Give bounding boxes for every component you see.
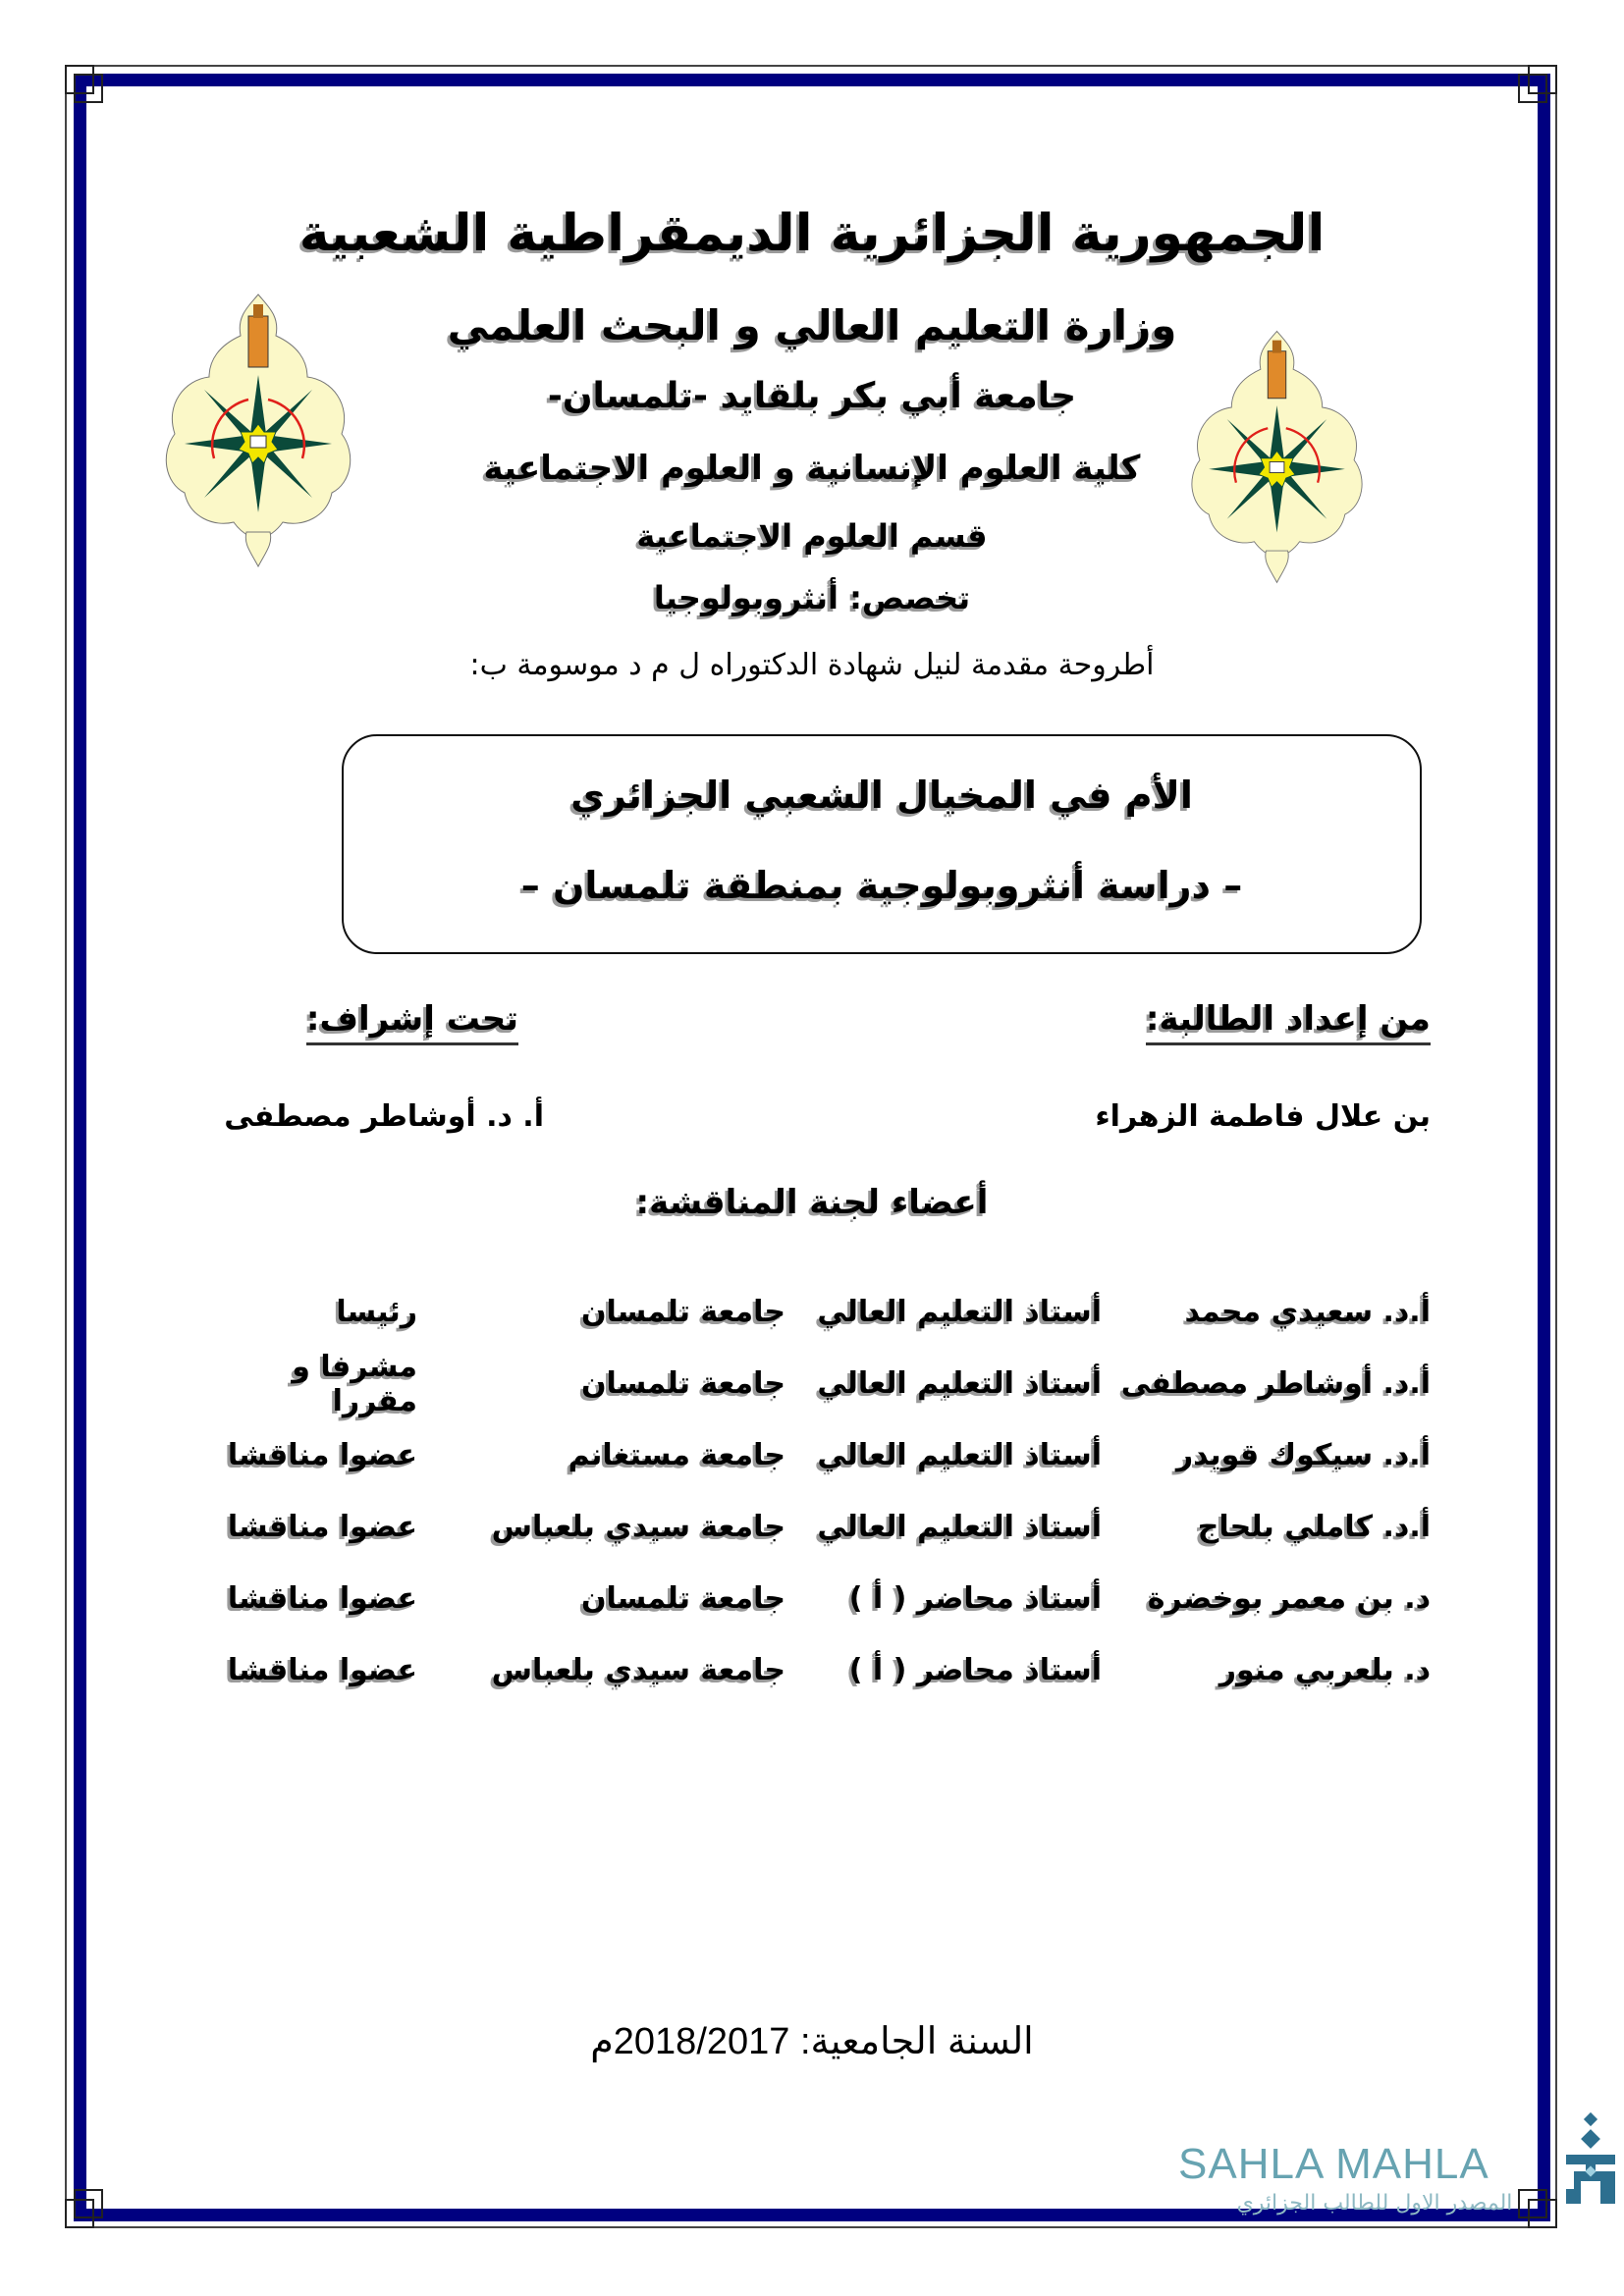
member-university: جامعة مستغانم (568, 1438, 785, 1472)
committee-row (223, 1348, 1431, 1419)
member-university: جامعة سيدي بلعباس (491, 1653, 785, 1687)
member-university: جامعة تلمسان (580, 1366, 785, 1401)
thesis-intro: أطروحة مقدمة لنيل شهادة الدكتوراه ل م د موسومة ب: (469, 648, 1155, 682)
border-corner-ornament (74, 2189, 103, 2218)
supervision-label: تحت إشراف: (306, 999, 518, 1045)
member-name: د. بلعربي منور (1218, 1653, 1431, 1687)
member-name: أ.د. أوشاطر مصطفى (1120, 1366, 1431, 1401)
ministry-heading: وزارة التعليم العالي و البحث العلمي (447, 301, 1177, 349)
specialty-heading: تخصص: أنثروبولوجيا (653, 579, 971, 616)
committee-row (223, 1276, 1431, 1348)
member-role: مشرفا و مقررا (292, 1349, 417, 1418)
committee-row (223, 1419, 1431, 1491)
member-role: عضوا مناقشا (227, 1438, 417, 1472)
member-university: جامعة سيدي بلعباس (491, 1510, 785, 1544)
member-rank: أستاذ محاضر ( أ ) (848, 1653, 1102, 1687)
member-university: جامعة تلمسان (580, 1295, 785, 1329)
committee-title: أعضاء لجنة المناقشة: (635, 1183, 989, 1222)
border-corner-ornament (1518, 74, 1547, 103)
committee-row (223, 1563, 1431, 1634)
member-rank: أستاذ التعليم العالي (817, 1510, 1102, 1544)
committee-table (223, 1276, 1431, 1706)
committee-row (223, 1491, 1431, 1563)
member-name: أ.د. سعيدي محمد (1184, 1295, 1431, 1329)
member-rank: أستاذ التعليم العالي (817, 1366, 1102, 1401)
member-role: عضوا مناقشا (227, 1581, 417, 1616)
academic-year: السنة الجامعية: 2018/2017م (590, 2021, 1034, 2062)
watermark-logo-icon (1556, 2110, 1624, 2218)
member-rank: أستاذ محاضر ( أ ) (848, 1581, 1102, 1616)
committee-row (223, 1634, 1431, 1706)
member-role: عضوا مناقشا (227, 1653, 417, 1687)
thesis-subtitle: – دراسة أنثروبولوجية بمنطقة تلمسان – (520, 864, 1243, 907)
member-name: د. بن معمر بوخضرة (1147, 1581, 1431, 1616)
supervisor-name: أ. د. أوشاطر مصطفى (224, 1099, 544, 1134)
member-rank: أستاذ التعليم العالي (817, 1438, 1102, 1472)
member-rank: أستاذ التعليم العالي (817, 1295, 1102, 1329)
prepared-by-label: من إعداد الطالبة: (1146, 999, 1431, 1045)
border-corner-ornament (74, 74, 103, 103)
watermark-subtitle: المصدر الاول للطالب الجزائري (1236, 2191, 1513, 2216)
member-university: جامعة تلمسان (580, 1581, 785, 1616)
member-role: رئيسا (336, 1295, 417, 1329)
thesis-title: الأم في المخيال الشعبي الجزائري (570, 774, 1193, 817)
member-name: أ.د. كاملي بلحاج (1197, 1510, 1431, 1544)
member-name: أ.د. سيكوك قويدر (1175, 1438, 1431, 1472)
watermark-title: SAHLA MAHLA (1178, 2140, 1489, 2188)
thesis-title-box (342, 734, 1422, 954)
department-heading: قسم العلوم الاجتماعية (636, 517, 988, 555)
university-heading: جامعة أبي بكر بلقايد -تلمسان- (547, 376, 1077, 416)
republic-heading: الجمهورية الجزائرية الديمقراطية الشعبية (298, 204, 1326, 263)
student-name: بن علال فاطمة الزهراء (1095, 1099, 1431, 1134)
member-role: عضوا مناقشا (227, 1510, 417, 1544)
faculty-heading: كلية العلوم الإنسانية و العلوم الاجتماعية (483, 449, 1141, 488)
